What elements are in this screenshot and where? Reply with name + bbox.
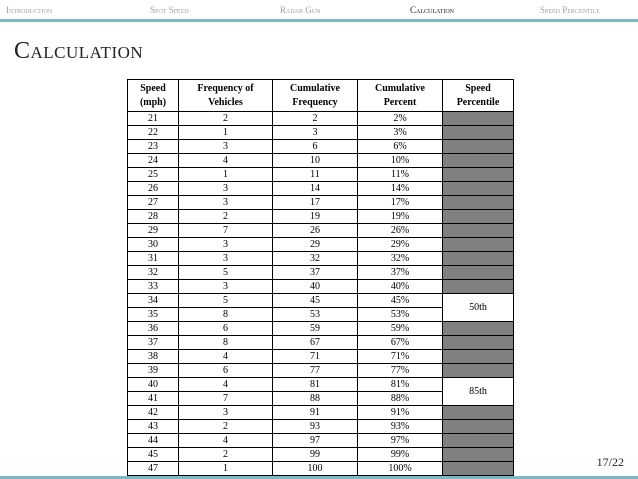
cell-speed: 42 xyxy=(128,406,179,420)
cell-cumulative-percent: 67% xyxy=(358,336,443,350)
table-row xyxy=(128,462,514,476)
cell-frequency: 2 xyxy=(179,448,273,462)
cell-cumulative-frequency: 99 xyxy=(273,448,358,462)
cell-cumulative-percent: 45% xyxy=(358,294,443,308)
table-row xyxy=(128,252,514,266)
cell-speed: 25 xyxy=(128,168,179,182)
cell-cumulative-frequency: 67 xyxy=(273,336,358,350)
nav-calculation[interactable]: Calculation xyxy=(410,5,454,15)
cell-cumulative-percent: 81% xyxy=(358,378,443,392)
cell-cumulative-percent: 53% xyxy=(358,308,443,322)
cell-cumulative-frequency: 88 xyxy=(273,392,358,406)
cell-percentile-shaded xyxy=(443,336,514,350)
cell-speed: 30 xyxy=(128,238,179,252)
table-row xyxy=(128,378,514,392)
cell-cumulative-percent: 19% xyxy=(358,210,443,224)
top-navigation-bar xyxy=(0,0,638,22)
cell-frequency: 3 xyxy=(179,182,273,196)
header-cumulative-percent: Cumulative Percent xyxy=(358,80,443,112)
cell-percentile-shaded xyxy=(443,280,514,294)
cell-cumulative-frequency: 100 xyxy=(273,462,358,476)
cell-frequency: 2 xyxy=(179,112,273,126)
cell-speed: 22 xyxy=(128,126,179,140)
cell-percentile-shaded xyxy=(443,112,514,126)
cell-cumulative-frequency: 17 xyxy=(273,196,358,210)
cell-percentile-shaded xyxy=(443,434,514,448)
cell-cumulative-frequency: 40 xyxy=(273,280,358,294)
cell-frequency: 3 xyxy=(179,196,273,210)
table-row xyxy=(128,126,514,140)
cell-cumulative-percent: 88% xyxy=(358,392,443,406)
cell-frequency: 3 xyxy=(179,252,273,266)
cell-cumulative-percent: 32% xyxy=(358,252,443,266)
cell-percentile-shaded xyxy=(443,266,514,280)
cell-cumulative-frequency: 45 xyxy=(273,294,358,308)
cell-percentile-shaded xyxy=(443,252,514,266)
cell-speed: 23 xyxy=(128,140,179,154)
cell-cumulative-frequency: 77 xyxy=(273,364,358,378)
cell-frequency: 5 xyxy=(179,294,273,308)
table-row xyxy=(128,196,514,210)
cell-cumulative-frequency: 14 xyxy=(273,182,358,196)
table-row xyxy=(128,294,514,308)
cell-speed: 29 xyxy=(128,224,179,238)
cell-cumulative-frequency: 81 xyxy=(273,378,358,392)
cell-cumulative-percent: 40% xyxy=(358,280,443,294)
cell-percentile-shaded xyxy=(443,406,514,420)
cell-cumulative-percent: 29% xyxy=(358,238,443,252)
cell-cumulative-frequency: 3 xyxy=(273,126,358,140)
table-row xyxy=(128,154,514,168)
cell-frequency: 2 xyxy=(179,210,273,224)
cell-cumulative-percent: 17% xyxy=(358,196,443,210)
cell-frequency: 3 xyxy=(179,280,273,294)
cell-frequency: 6 xyxy=(179,364,273,378)
cell-cumulative-frequency: 26 xyxy=(273,224,358,238)
table-row xyxy=(128,266,514,280)
cell-percentile-shaded xyxy=(443,168,514,182)
cell-speed: 47 xyxy=(128,462,179,476)
cell-cumulative-frequency: 97 xyxy=(273,434,358,448)
cell-percentile-shaded xyxy=(443,350,514,364)
cell-cumulative-frequency: 11 xyxy=(273,168,358,182)
cell-cumulative-percent: 99% xyxy=(358,448,443,462)
page-number: 17/22 xyxy=(596,455,624,469)
table-row xyxy=(128,140,514,154)
cell-cumulative-frequency: 32 xyxy=(273,252,358,266)
cell-percentile-shaded xyxy=(443,420,514,434)
nav-introduction[interactable]: Introduction xyxy=(6,5,53,15)
cell-frequency: 4 xyxy=(179,350,273,364)
cell-speed: 34 xyxy=(128,294,179,308)
cell-cumulative-frequency: 10 xyxy=(273,154,358,168)
cell-cumulative-percent: 97% xyxy=(358,434,443,448)
cell-cumulative-percent: 93% xyxy=(358,420,443,434)
table-row xyxy=(128,280,514,294)
cell-percentile-shaded xyxy=(443,182,514,196)
nav-radar-gun[interactable]: Radar Gun xyxy=(280,5,321,15)
cell-speed: 26 xyxy=(128,182,179,196)
cell-cumulative-percent: 14% xyxy=(358,182,443,196)
table-row xyxy=(128,224,514,238)
header-speed-percentile: Speed Percentile xyxy=(443,80,514,112)
cell-cumulative-percent: 26% xyxy=(358,224,443,238)
cell-frequency: 3 xyxy=(179,238,273,252)
cell-frequency: 1 xyxy=(179,462,273,476)
speed-frequency-table xyxy=(127,79,514,476)
cell-cumulative-frequency: 2 xyxy=(273,112,358,126)
cell-cumulative-frequency: 93 xyxy=(273,420,358,434)
table-header-row xyxy=(128,80,514,112)
slide-title: Calculation xyxy=(14,38,144,64)
nav-speed-percentile[interactable]: Speed Percentile xyxy=(540,5,600,15)
cell-frequency: 5 xyxy=(179,266,273,280)
cell-percentile-shaded xyxy=(443,448,514,462)
cell-cumulative-frequency: 59 xyxy=(273,322,358,336)
cell-percentile-label: 85th xyxy=(443,378,514,406)
cell-speed: 28 xyxy=(128,210,179,224)
cell-cumulative-percent: 2% xyxy=(358,112,443,126)
cell-percentile-shaded xyxy=(443,154,514,168)
cell-cumulative-percent: 11% xyxy=(358,168,443,182)
cell-percentile-shaded xyxy=(443,238,514,252)
cell-cumulative-percent: 100% xyxy=(358,462,443,476)
cell-speed: 21 xyxy=(128,112,179,126)
cell-speed: 32 xyxy=(128,266,179,280)
table-row xyxy=(128,238,514,252)
table-row xyxy=(128,112,514,126)
cell-speed: 24 xyxy=(128,154,179,168)
table-row xyxy=(128,168,514,182)
cell-cumulative-percent: 37% xyxy=(358,266,443,280)
table-row xyxy=(128,448,514,462)
cell-speed: 39 xyxy=(128,364,179,378)
cell-cumulative-frequency: 71 xyxy=(273,350,358,364)
cell-speed: 41 xyxy=(128,392,179,406)
cell-cumulative-percent: 6% xyxy=(358,140,443,154)
cell-speed: 27 xyxy=(128,196,179,210)
cell-frequency: 7 xyxy=(179,392,273,406)
cell-cumulative-percent: 77% xyxy=(358,364,443,378)
cell-frequency: 6 xyxy=(179,322,273,336)
cell-speed: 45 xyxy=(128,448,179,462)
cell-percentile-shaded xyxy=(443,224,514,238)
cell-cumulative-frequency: 53 xyxy=(273,308,358,322)
table-body xyxy=(128,112,514,476)
table-row xyxy=(128,336,514,350)
cell-cumulative-frequency: 91 xyxy=(273,406,358,420)
nav-spot-speed[interactable]: Spot Speed xyxy=(150,5,189,15)
cell-cumulative-percent: 59% xyxy=(358,322,443,336)
cell-cumulative-frequency: 6 xyxy=(273,140,358,154)
table-row xyxy=(128,182,514,196)
header-frequency: Frequency of Vehicles xyxy=(179,80,273,112)
cell-frequency: 8 xyxy=(179,308,273,322)
cell-speed: 36 xyxy=(128,322,179,336)
table-row xyxy=(128,420,514,434)
cell-percentile-shaded xyxy=(443,322,514,336)
cell-percentile-shaded xyxy=(443,462,514,476)
cell-speed: 44 xyxy=(128,434,179,448)
cell-frequency: 1 xyxy=(179,168,273,182)
header-cumulative-frequency: Cumulative Frequency xyxy=(273,80,358,112)
cell-cumulative-frequency: 37 xyxy=(273,266,358,280)
cell-speed: 43 xyxy=(128,420,179,434)
cell-speed: 40 xyxy=(128,378,179,392)
cell-frequency: 4 xyxy=(179,154,273,168)
cell-speed: 35 xyxy=(128,308,179,322)
cell-cumulative-frequency: 19 xyxy=(273,210,358,224)
cell-speed: 38 xyxy=(128,350,179,364)
table-row xyxy=(128,322,514,336)
table-row xyxy=(128,406,514,420)
cell-cumulative-percent: 3% xyxy=(358,126,443,140)
cell-cumulative-percent: 10% xyxy=(358,154,443,168)
cell-frequency: 8 xyxy=(179,336,273,350)
cell-percentile-shaded xyxy=(443,126,514,140)
cell-percentile-label: 50th xyxy=(443,294,514,322)
table-row xyxy=(128,210,514,224)
cell-percentile-shaded xyxy=(443,140,514,154)
cell-frequency: 7 xyxy=(179,224,273,238)
cell-frequency: 4 xyxy=(179,378,273,392)
cell-speed: 37 xyxy=(128,336,179,350)
cell-percentile-shaded xyxy=(443,196,514,210)
cell-percentile-shaded xyxy=(443,364,514,378)
cell-frequency: 1 xyxy=(179,126,273,140)
cell-speed: 33 xyxy=(128,280,179,294)
cell-percentile-shaded xyxy=(443,210,514,224)
cell-frequency: 3 xyxy=(179,140,273,154)
table-row xyxy=(128,434,514,448)
cell-speed: 31 xyxy=(128,252,179,266)
cell-cumulative-frequency: 29 xyxy=(273,238,358,252)
table-row xyxy=(128,364,514,378)
cell-cumulative-percent: 71% xyxy=(358,350,443,364)
cell-cumulative-percent: 91% xyxy=(358,406,443,420)
cell-frequency: 2 xyxy=(179,420,273,434)
table-row xyxy=(128,350,514,364)
header-speed: Speed (mph) xyxy=(128,80,179,112)
cell-frequency: 4 xyxy=(179,434,273,448)
cell-frequency: 3 xyxy=(179,406,273,420)
